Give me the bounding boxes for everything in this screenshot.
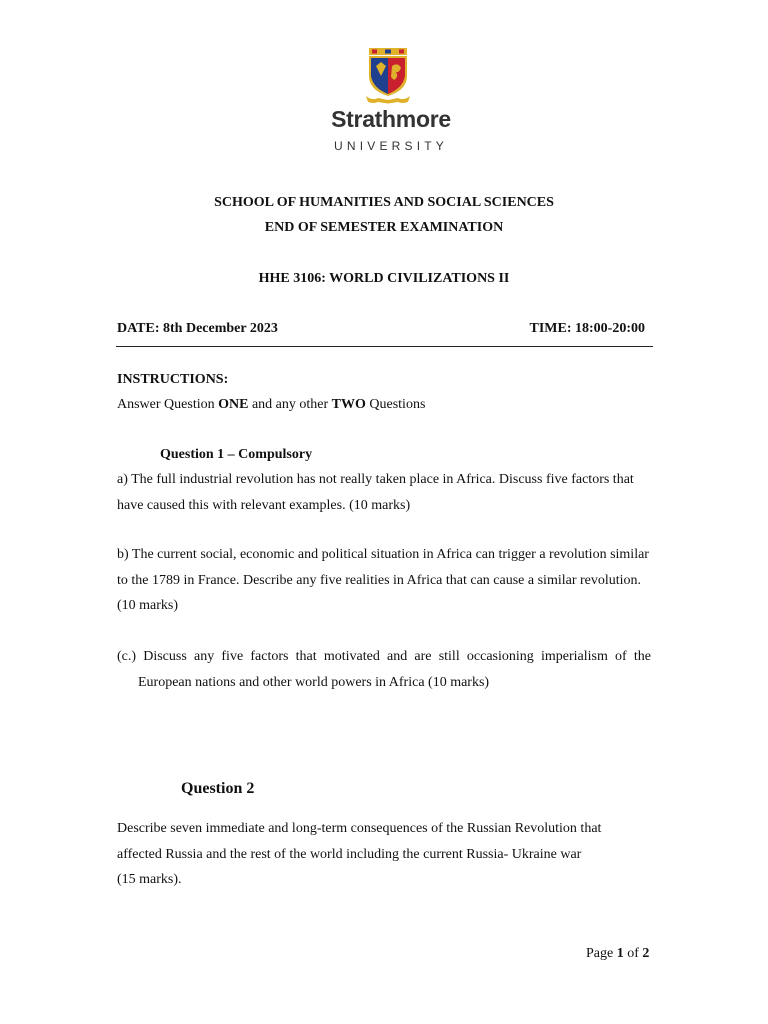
page-current: 1 <box>616 946 624 961</box>
university-crest-logo <box>364 46 412 104</box>
question-1c <box>117 644 651 695</box>
question-1b-line: (10 marks) <box>117 598 179 613</box>
instructions-text <box>117 397 425 413</box>
question-1b-line: b) The current social, economic and political situation in Africa can trigger a revolution similar <box>117 547 649 562</box>
header-divider <box>116 346 653 347</box>
exam-meta <box>117 321 653 337</box>
page-of: of <box>623 946 643 961</box>
page-label: Page <box>586 946 617 961</box>
exam-time: TIME: 18:00-20:00 <box>529 321 645 336</box>
question-1c-line: (c.) Discuss any five factors that motivated and are still occasioning imperialism of the <box>117 649 651 664</box>
instructions-prefix: Answer Question <box>117 397 219 412</box>
page-number <box>586 946 649 962</box>
instructions-one: ONE <box>218 397 249 412</box>
question-2-line: Describe seven immediate and long-term consequences of the Russian Revolution that <box>117 821 602 836</box>
instructions-heading: INSTRUCTIONS: <box>117 372 229 387</box>
question-1-heading: Question 1 – Compulsory <box>160 447 313 462</box>
question-1b <box>117 542 649 619</box>
instructions-mid: and any other <box>248 397 332 412</box>
question-2-line: affected Russia and the rest of the world including the current Russia- Ukraine war <box>117 846 582 862</box>
question-2-body <box>117 816 601 893</box>
exam-date: DATE: 8th December 2023 <box>117 321 278 336</box>
school-title: SCHOOL OF HUMANITIES AND SOCIAL SCIENCES <box>214 195 554 210</box>
university-name: Strathmore <box>331 106 451 132</box>
page-total: 2 <box>642 946 650 961</box>
course-title: HHE 3106: WORLD CIVILIZATIONS II <box>258 271 510 286</box>
question-1a <box>117 467 634 518</box>
question-1b-line: to the 1789 in France. Describe any five realities in Africa that can cause a similar revolution. <box>117 572 642 588</box>
question-2-heading: Question 2 <box>181 780 255 797</box>
instructions-suffix: Questions <box>365 397 426 412</box>
exam-title: END OF SEMESTER EXAMINATION <box>264 220 504 235</box>
instructions-two: TWO <box>331 397 366 412</box>
question-2-line: (15 marks). <box>117 872 182 887</box>
question-1a-line: a) The full industrial revolution has not really taken place in Africa. Discuss five factors that <box>117 472 634 487</box>
question-1c-line: European nations and other world powers in Africa (10 marks) <box>138 674 490 690</box>
university-subtitle: UNIVERSITY <box>333 139 448 153</box>
question-1a-line: have caused this with relevant examples. (10 marks) <box>117 497 411 513</box>
